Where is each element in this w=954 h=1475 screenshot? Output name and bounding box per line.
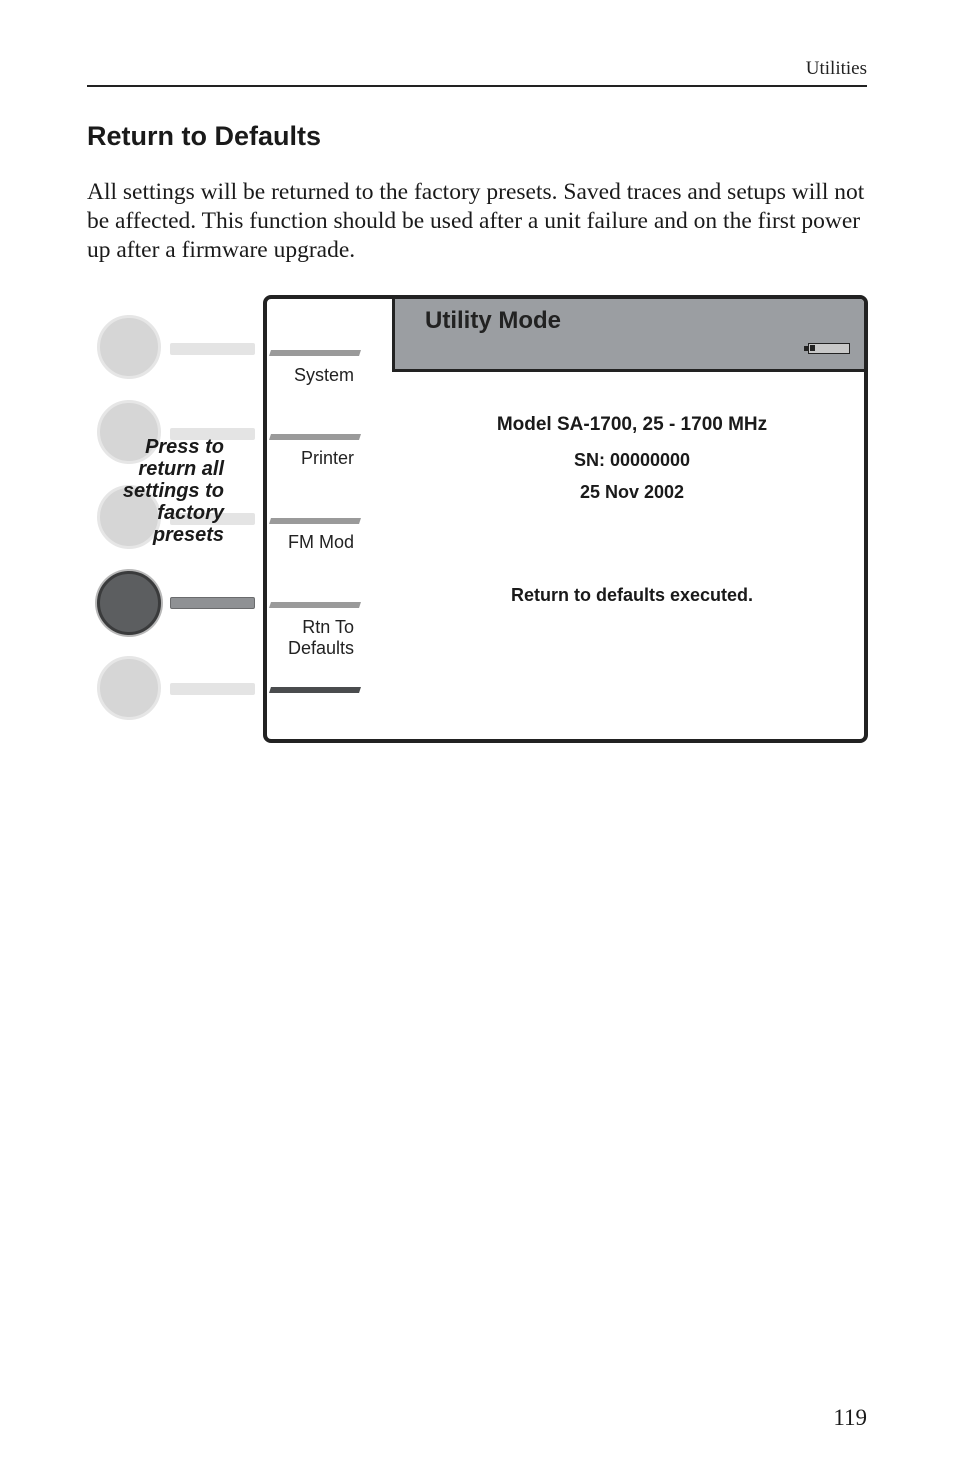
softkey-tab-1[interactable] bbox=[269, 350, 361, 356]
screen-title-bar bbox=[392, 299, 864, 372]
softkey-tab-5[interactable] bbox=[269, 687, 361, 693]
body-paragraph: All settings will be returned to the factory presets. Saved traces and setups will not be affected. This function should be used after a unit failure and on the first power up after a firmware upgrade. bbox=[87, 179, 865, 263]
softkey-label-line: Rtn To bbox=[302, 617, 354, 637]
firmware-date: 25 Nov 2002 bbox=[579, 482, 685, 502]
hardware-button-1[interactable] bbox=[97, 315, 161, 379]
page-number: 119 bbox=[833, 1405, 867, 1430]
callout-line: factory bbox=[157, 502, 224, 524]
battery-fill bbox=[810, 345, 815, 351]
softkey-label-system bbox=[294, 365, 354, 386]
section-title: Return to Defaults bbox=[87, 121, 322, 151]
running-header: Utilities bbox=[805, 58, 867, 79]
softkey-tab-2[interactable] bbox=[269, 434, 361, 440]
device-screen bbox=[263, 295, 868, 743]
hardware-button-bar-4 bbox=[170, 597, 255, 609]
battery-tip bbox=[804, 346, 808, 351]
hardware-button-bar-1 bbox=[170, 343, 255, 355]
callout-line: settings to bbox=[122, 480, 224, 502]
hardware-button-5[interactable] bbox=[97, 656, 161, 720]
screen-title: Utility Mode bbox=[425, 307, 561, 334]
softkey-label-line: System bbox=[293, 365, 354, 385]
softkey-label-rtn-to-defaults bbox=[288, 617, 354, 659]
softkey-label-line: Printer bbox=[300, 448, 354, 468]
callout-line: return all bbox=[138, 458, 224, 480]
battery-icon bbox=[808, 343, 850, 354]
softkey-label-line: FM Mod bbox=[287, 532, 354, 552]
status-message: Return to defaults executed. bbox=[510, 585, 754, 605]
callout-line: Press to bbox=[145, 436, 224, 458]
softkey-label-fm-mod bbox=[288, 532, 354, 553]
hardware-button-4-active[interactable] bbox=[97, 571, 161, 635]
serial-number: SN: 00000000 bbox=[573, 450, 691, 470]
softkey-label-line: Defaults bbox=[287, 638, 354, 658]
header-rule bbox=[87, 85, 867, 87]
softkey-tab-3[interactable] bbox=[269, 518, 361, 524]
hardware-button-bar-5 bbox=[170, 683, 255, 695]
model-info: Model SA-1700, 25 - 1700 MHz bbox=[496, 414, 768, 435]
callout-line: presets bbox=[152, 524, 224, 546]
softkey-tab-4[interactable] bbox=[269, 602, 361, 608]
callout-text bbox=[100, 436, 224, 546]
softkey-label-printer bbox=[301, 448, 354, 469]
